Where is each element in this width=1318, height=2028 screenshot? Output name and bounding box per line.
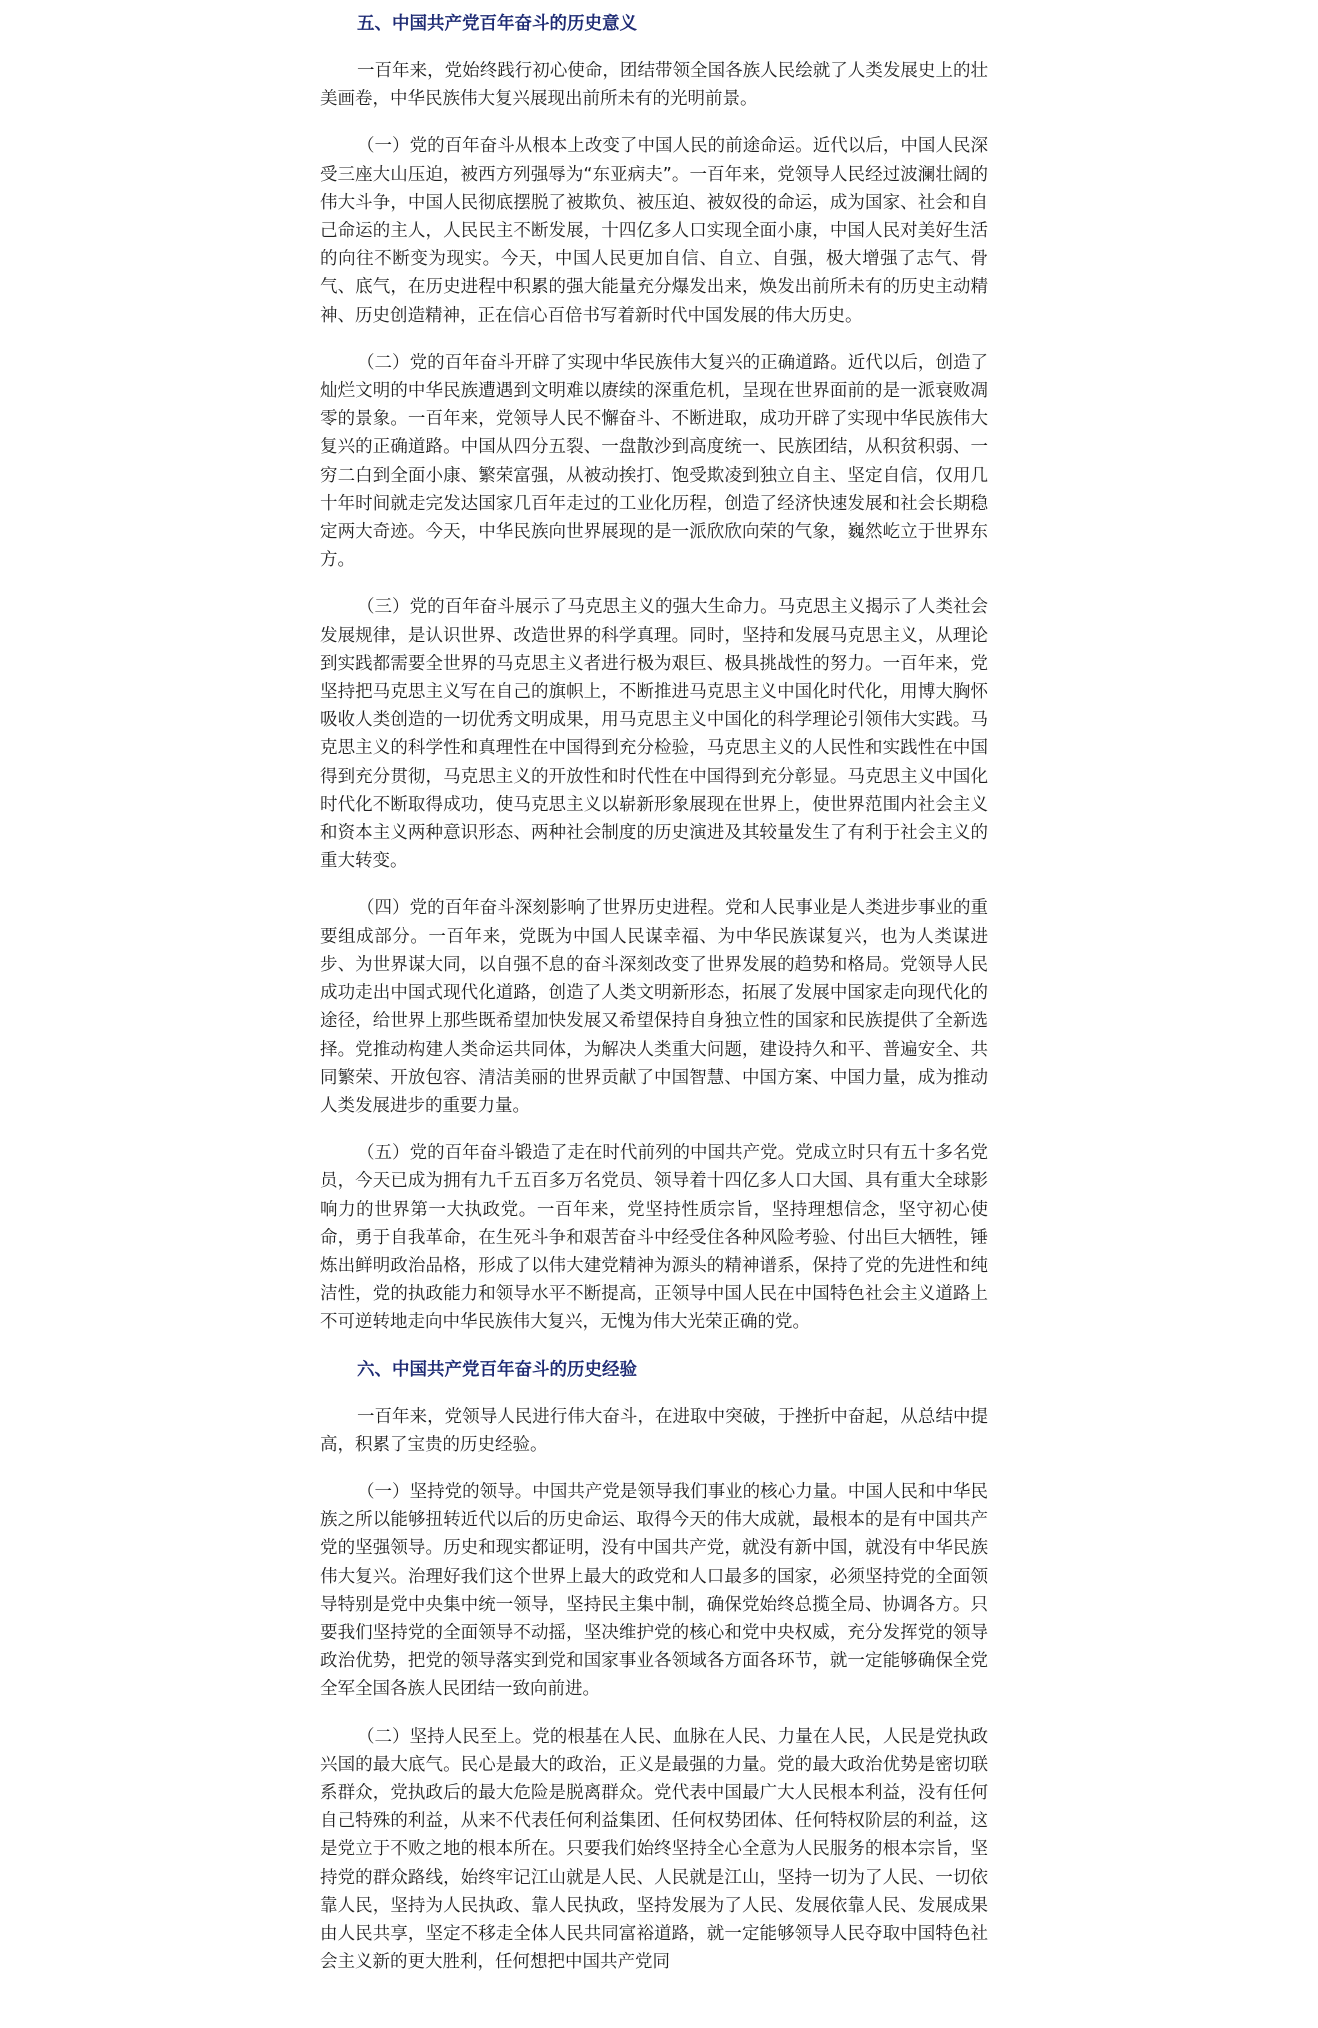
paragraph: 一百年来，党始终践行初心使命，团结带领全国各族人民绘就了人类发展史上的壮美画卷，中华民族伟大复兴展现出前所未有的光明前景。 [320,61,988,110]
paragraph: （一）坚持党的领导。中国共产党是领导我们事业的核心力量。中国人民和中华民族之所以能够扭转近代以后的历史命运、取得今天的伟大成就，最根本的是有中国共产党的坚强领导。历史和现实都证明，没有中国共产党，就没有新中国，就没有中华民族伟大复兴。治理好我们这个世界上最大的政党和人口最多的国家，必须坚持党的全面领导特别是党中央集中统一领导，坚持民主集中制，确保党始终总揽全局、协调各方。只要我们坚持党的全面领导不动摇，坚决维护党的核心和党中央权威，充分发挥党的领导政治优势，把党的领导落实到党和国家事业各领域各方面各环节，就一定能够确保全党全军全国各族人民团结一致向前进。 [320,1481,988,1700]
paragraph: 一百年来，党领导人民进行伟大奋斗，在进取中突破，于挫折中奋起，从总结中提高，积累了宝贵的历史经验。 [320,1406,988,1455]
paragraph: （四）党的百年奋斗深刻影响了世界历史进程。党和人民事业是人类进步事业的重要组成部分。一百年来，党既为中国人民谋幸福、为中华民族谋复兴，也为人类谋进步、为世界谋大同，以自强不息的奋斗深刻改变了世界发展的趋势和格局。党领导人民成功走出中国式现代化道路，创造了人类文明新形态，拓展了发展中国家走向现代化的途径，给世界上那些既希望加快发展又希望保持自身独立性的国家和民族提供了全新选择。党推动构建人类命运共同体，为解决人类重大问题，建设持久和平、普遍安全、共同繁荣、开放包容、清洁美丽的世界贡献了中国智慧、中国方案、中国力量，成为推动人类发展进步的重要力量。 [320,898,988,1116]
paragraph: （一）党的百年奋斗从根本上改变了中国人民的前途命运。近代以后，中国人民深受三座大山压迫，被西方列强辱为“东亚病夫”。一百年来，党领导人民经过波澜壮阔的伟大斗争，中国人民彻底摆脱了被欺负、被压迫、被奴役的命运，成为国家、社会和自己命运的主人，人民民主不断发展，十四亿多人口实现全面小康，中国人民对美好生活的向往不断变为现实。今天，中国人民更加自信、自立、自强，极大增强了志气、骨气、底气，在历史进程中积累的强大能量充分爆发出来，焕发出前所未有的历史主动精神、历史创造精神，正在信心百倍书写着新时代中国发展的伟大历史。 [320,136,988,326]
article-body [320,10,988,1995]
section-heading: 五、中国共产党百年奋斗的历史意义 [357,14,637,34]
section-heading: 六、中国共产党百年奋斗的历史经验 [357,1359,637,1380]
paragraph: （二）党的百年奋斗开辟了实现中华民族伟大复兴的正确道路。近代以后，创造了灿烂文明的中华民族遭遇到文明难以赓续的深重危机，呈现在世界面前的是一派衰败凋零的景象。一百年来，党领导人民不懈奋斗、不断进取，成功开辟了实现中华民族伟大复兴的正确道路。中国从四分五裂、一盘散沙到高度统一、民族团结，从积贫积弱、一穷二白到全面小康、繁荣富强，从被动挨打、饱受欺凌到独立自主、坚定自信，仅用几十年时间就走完发达国家几百年走过的工业化历程，创造了经济快速发展和社会长期稳定两大奇迹。今天，中华民族向世界展现的是一派欣欣向荣的气象，巍然屹立于世界东方。 [320,352,988,571]
paragraph: （五）党的百年奋斗锻造了走在时代前列的中国共产党。党成立时只有五十多名党员，今天已成为拥有九千五百多万名党员、领导着十四亿多人口大国、具有重大全球影响力的世界第一大执政党。一百年来，党坚持性质宗旨，坚持理想信念，坚守初心使命，勇于自我革命，在生死斗争和艰苦奋斗中经受住各种风险考验、付出巨大牺牲，锤炼出鲜明政治品格，形成了以伟大建党精神为源头的精神谱系，保持了党的先进性和纯洁性，党的执政能力和领导水平不断提高，正领导中国人民在中国特色社会主义道路上不可逆转地走向中华民族伟大复兴，无愧为伟大光荣正确的党。 [320,1143,988,1333]
paragraph: （三）党的百年奋斗展示了马克思主义的强大生命力。马克思主义揭示了人类社会发展规律，是认识世界、改造世界的科学真理。同时，坚持和发展马克思主义，从理论到实践都需要全世界的马克思主义者进行极为艰巨、极具挑战性的努力。一百年来，党坚持把马克思主义写在自己的旗帜上，不断推进马克思主义中国化时代化，用博大胸怀吸收人类创造的一切优秀文明成果，用马克思主义中国化的科学理论引领伟大实践。马克思主义的科学性和真理性在中国得到充分检验，马克思主义的人民性和实践性在中国得到充分贯彻，马克思主义的开放性和时代性在中国得到充分彰显。马克思主义中国化时代化不断取得成功，使马克思主义以崭新形象展现在世界上，使世界范围内社会主义和资本主义两种意识形态、两种社会制度的历史演进及其较量发生了有利于社会主义的重大转变。 [320,597,988,872]
paragraph: （二）坚持人民至上。党的根基在人民、血脉在人民、力量在人民，人民是党执政兴国的最大底气。民心是最大的政治，正义是最强的力量。党的最大政治优势是密切联系群众，党执政后的最大危险是脱离群众。党代表中国最广大人民根本利益，没有任何自己特殊的利益，从来不代表任何利益集团、任何权势团体、任何特权阶层的利益，这是党立于不败之地的根本所在。只要我们始终坚持全心全意为人民服务的根本宗旨，坚持党的群众路线，始终牢记江山就是人民、人民就是江山，坚持一切为了人民、一切依靠人民，坚持为人民执政、靠人民执政，坚持发展为了人民、发展依靠人民、发展成果由人民共享，坚定不移走全体人民共同富裕道路，就一定能够领导人民夺取中国特色社会主义新的更大胜利，任何想把中国共产党同 [320,1726,988,1973]
